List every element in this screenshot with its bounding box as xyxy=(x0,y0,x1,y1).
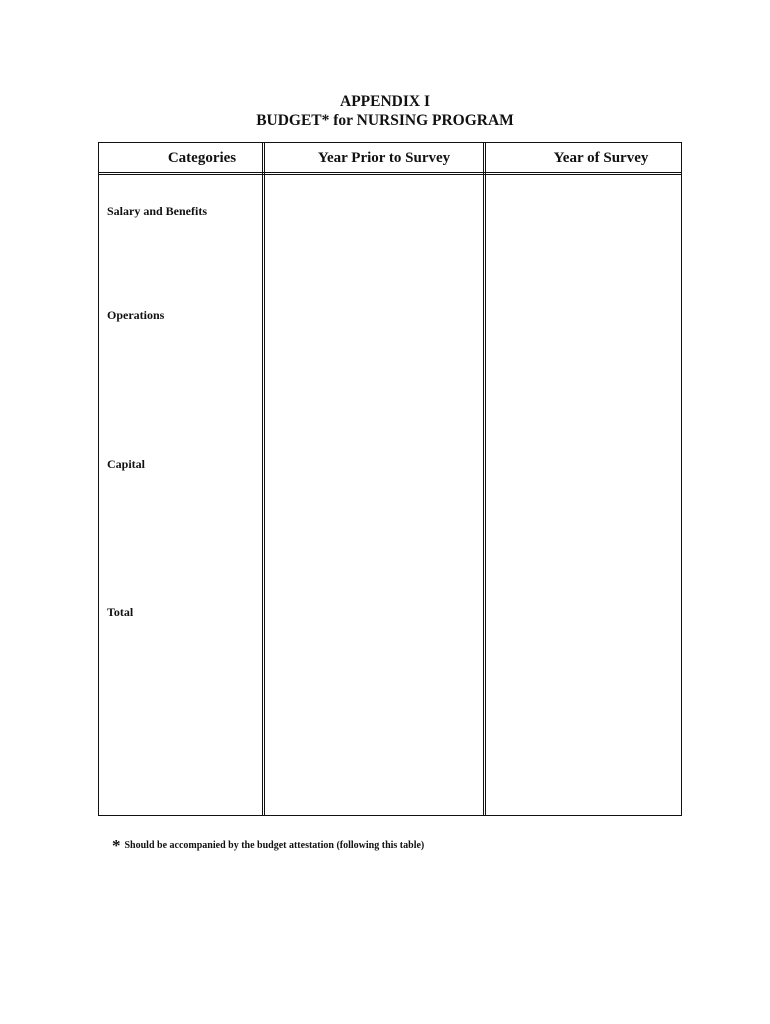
header-year-prior-to-survey: Year Prior to Survey xyxy=(317,150,451,166)
row-label-capital: Capital xyxy=(107,457,146,471)
row-label-operations: Operations xyxy=(107,308,165,322)
row-label-total: Total xyxy=(107,605,134,619)
footnote xyxy=(112,836,424,856)
column-divider xyxy=(264,143,265,815)
header-categories: Categories xyxy=(167,150,237,166)
row-label-salary-benefits: Salary and Benefits xyxy=(107,204,208,218)
header-double-rule xyxy=(99,174,681,175)
header-year-of-survey: Year of Survey xyxy=(553,150,649,166)
column-divider xyxy=(262,143,263,815)
budget-title: BUDGET* for NURSING PROGRAM xyxy=(256,112,514,129)
column-divider xyxy=(485,143,486,815)
title-block xyxy=(0,92,770,130)
footnote-text: Should be accompanied by the budget attestation (following this table) xyxy=(124,840,425,851)
column-divider xyxy=(483,143,484,815)
budget-table xyxy=(98,142,682,816)
appendix-title: APPENDIX I xyxy=(340,93,430,110)
footnote-marker: * xyxy=(112,836,121,855)
